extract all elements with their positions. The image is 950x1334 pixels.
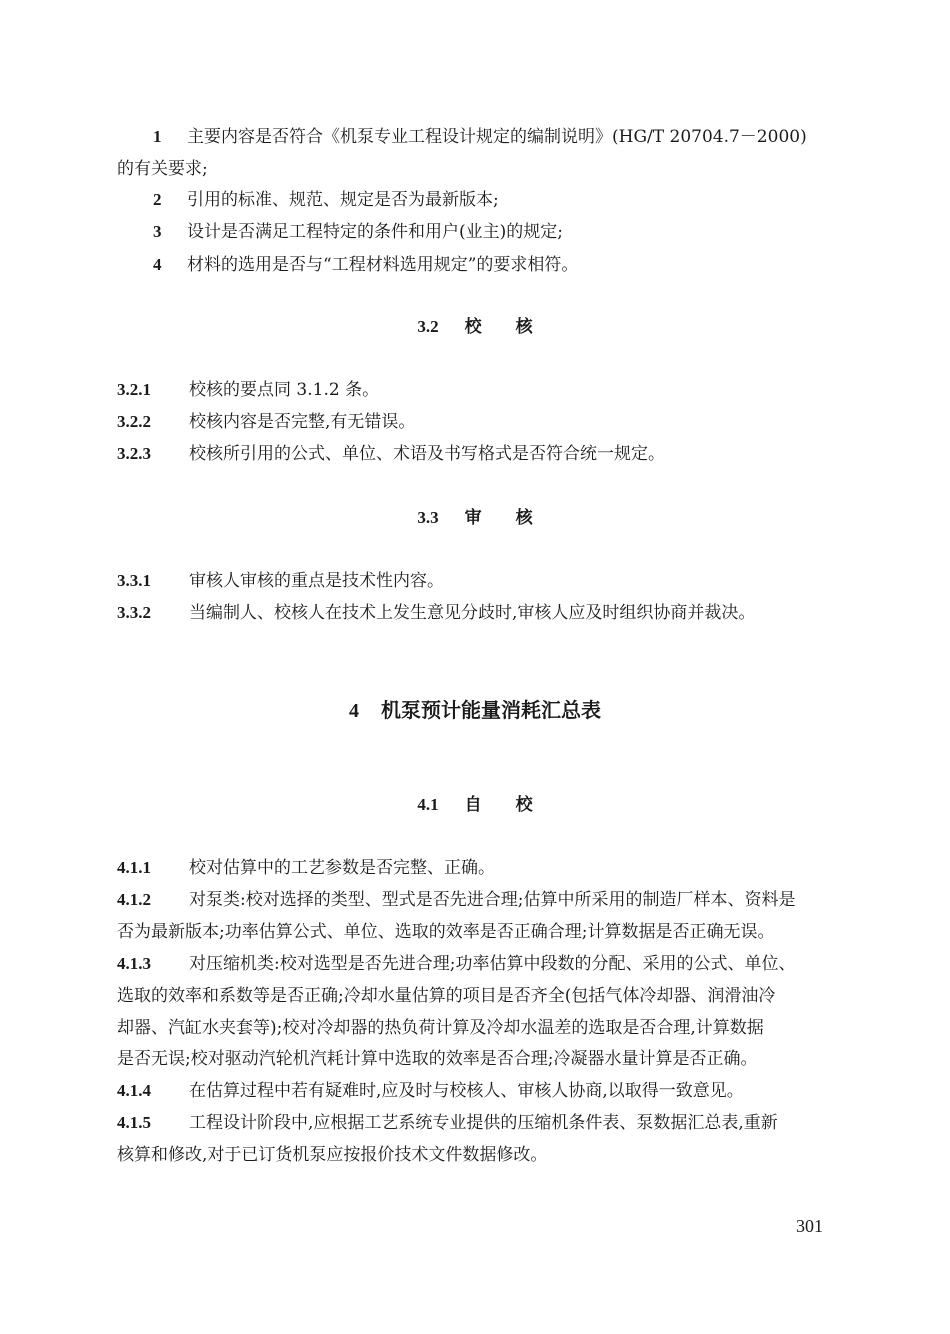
list-item-3	[153, 220, 863, 244]
clause-3-3-1	[117, 569, 863, 593]
clause-number: 4.1.1	[117, 858, 151, 877]
clause-3-2-1	[117, 378, 863, 402]
clause-number: 4.1.5	[117, 1113, 151, 1132]
list-item-1-continuation	[117, 157, 863, 181]
clause-number: 3.3.1	[117, 571, 151, 590]
clause-text: 核算和修改,对于已订货机泵应按报价技术文件数据修改。	[117, 1145, 548, 1165]
clause-text: 否为最新版本;功率估算公式、单位、选取的效率是否正确合理;计算数据是否正确无误。	[117, 922, 775, 942]
chapter-title	[0, 696, 950, 725]
list-item-2	[153, 188, 863, 212]
clause-text: 对泵类:校对选择的类型、型式是否先进合理;估算中所采用的制造厂样本、资料是	[189, 890, 796, 910]
section-heading-number: 3.3	[417, 508, 439, 527]
list-item-text: 材料的选用是否与“工程材料选用规定”的要求相符。	[187, 255, 579, 275]
list-item-1	[153, 125, 863, 149]
clause-3-3-2	[117, 601, 863, 625]
list-item-number: 1	[153, 127, 162, 146]
section-heading-text: 校核	[464, 317, 567, 337]
section-heading-number: 4.1	[417, 795, 439, 814]
section-heading-text: 审核	[464, 508, 567, 528]
list-item-number: 2	[153, 190, 162, 209]
clause-number: 3.2.1	[117, 380, 151, 399]
clause-3-2-3	[117, 442, 863, 466]
section-heading-3-2	[0, 315, 950, 339]
clause-text: 是否无误;校对驱动汽轮机汽耗计算中选取的效率是否合理;冷凝器水量计算是否正确。	[117, 1049, 758, 1069]
clause-number: 3.2.3	[117, 444, 151, 463]
list-item-text: 主要内容是否符合《机泵专业工程设计规定的编制说明》(HG/T 20704.7－2000)	[187, 127, 807, 147]
clause-number: 3.2.2	[117, 412, 151, 431]
clause-text: 在估算过程中若有疑难时,应及时与校核人、审核人协商,以取得一致意见。	[189, 1081, 744, 1101]
section-heading-4-1	[0, 793, 950, 817]
clause-text: 校核的要点同 3.1.2 条。	[189, 380, 380, 400]
clause-text: 校核所引用的公式、单位、术语及书写格式是否符合统一规定。	[189, 444, 665, 464]
clause-4-1-2	[117, 888, 863, 912]
clause-4-1-5-continuation	[117, 1143, 863, 1167]
list-item-4	[153, 253, 863, 277]
clause-4-1-5	[117, 1111, 863, 1135]
clause-4-1-4	[117, 1079, 863, 1103]
list-item-text: 的有关要求;	[117, 159, 208, 179]
clause-text: 却器、汽缸水夹套等);校对冷却器的热负荷计算及冷却水温差的选取是否合理,计算数据	[117, 1018, 764, 1038]
chapter-title-text: 机泵预计能量消耗汇总表	[381, 698, 601, 722]
section-heading-text: 自校	[464, 795, 567, 815]
clause-4-1-1	[117, 856, 863, 880]
clause-number: 3.3.2	[117, 603, 151, 622]
list-item-text: 设计是否满足工程特定的条件和用户(业主)的规定;	[187, 222, 563, 242]
clause-text: 校对估算中的工艺参数是否完整、正确。	[189, 858, 495, 878]
clause-4-1-3	[117, 952, 863, 976]
clause-text: 当编制人、校核人在技术上发生意见分歧时,审核人应及时组织协商并裁决。	[189, 603, 756, 623]
clause-text: 对压缩机类:校对选型是否先进合理;功率估算中段数的分配、采用的公式、单位、	[189, 954, 796, 974]
clause-text: 审核人审核的重点是技术性内容。	[189, 571, 444, 591]
clause-4-1-3-continuation	[117, 1047, 863, 1071]
page-number: 301	[796, 1216, 823, 1236]
clause-number: 4.1.4	[117, 1081, 151, 1100]
list-item-text: 引用的标准、规范、规定是否为最新版本;	[187, 190, 499, 210]
list-item-number: 4	[153, 255, 162, 274]
section-heading-number: 3.2	[417, 317, 439, 336]
clause-text: 选取的效率和系数等是否正确;冷却水量估算的项目是否齐全(包括气体冷却器、润滑油冷	[117, 986, 776, 1006]
clause-3-2-2	[117, 410, 863, 434]
clause-4-1-2-continuation	[117, 920, 863, 944]
chapter-number: 4	[349, 700, 359, 722]
list-item-number: 3	[153, 222, 162, 241]
clause-number: 4.1.2	[117, 890, 151, 909]
clause-number: 4.1.3	[117, 954, 151, 973]
clause-4-1-3-continuation	[117, 1016, 863, 1040]
clause-4-1-3-continuation	[117, 984, 863, 1008]
clause-text: 校核内容是否完整,有无错误。	[189, 412, 416, 432]
section-heading-3-3	[0, 506, 950, 530]
clause-text: 工程设计阶段中,应根据工艺系统专业提供的压缩机条件表、泵数据汇总表,重新	[189, 1113, 778, 1133]
